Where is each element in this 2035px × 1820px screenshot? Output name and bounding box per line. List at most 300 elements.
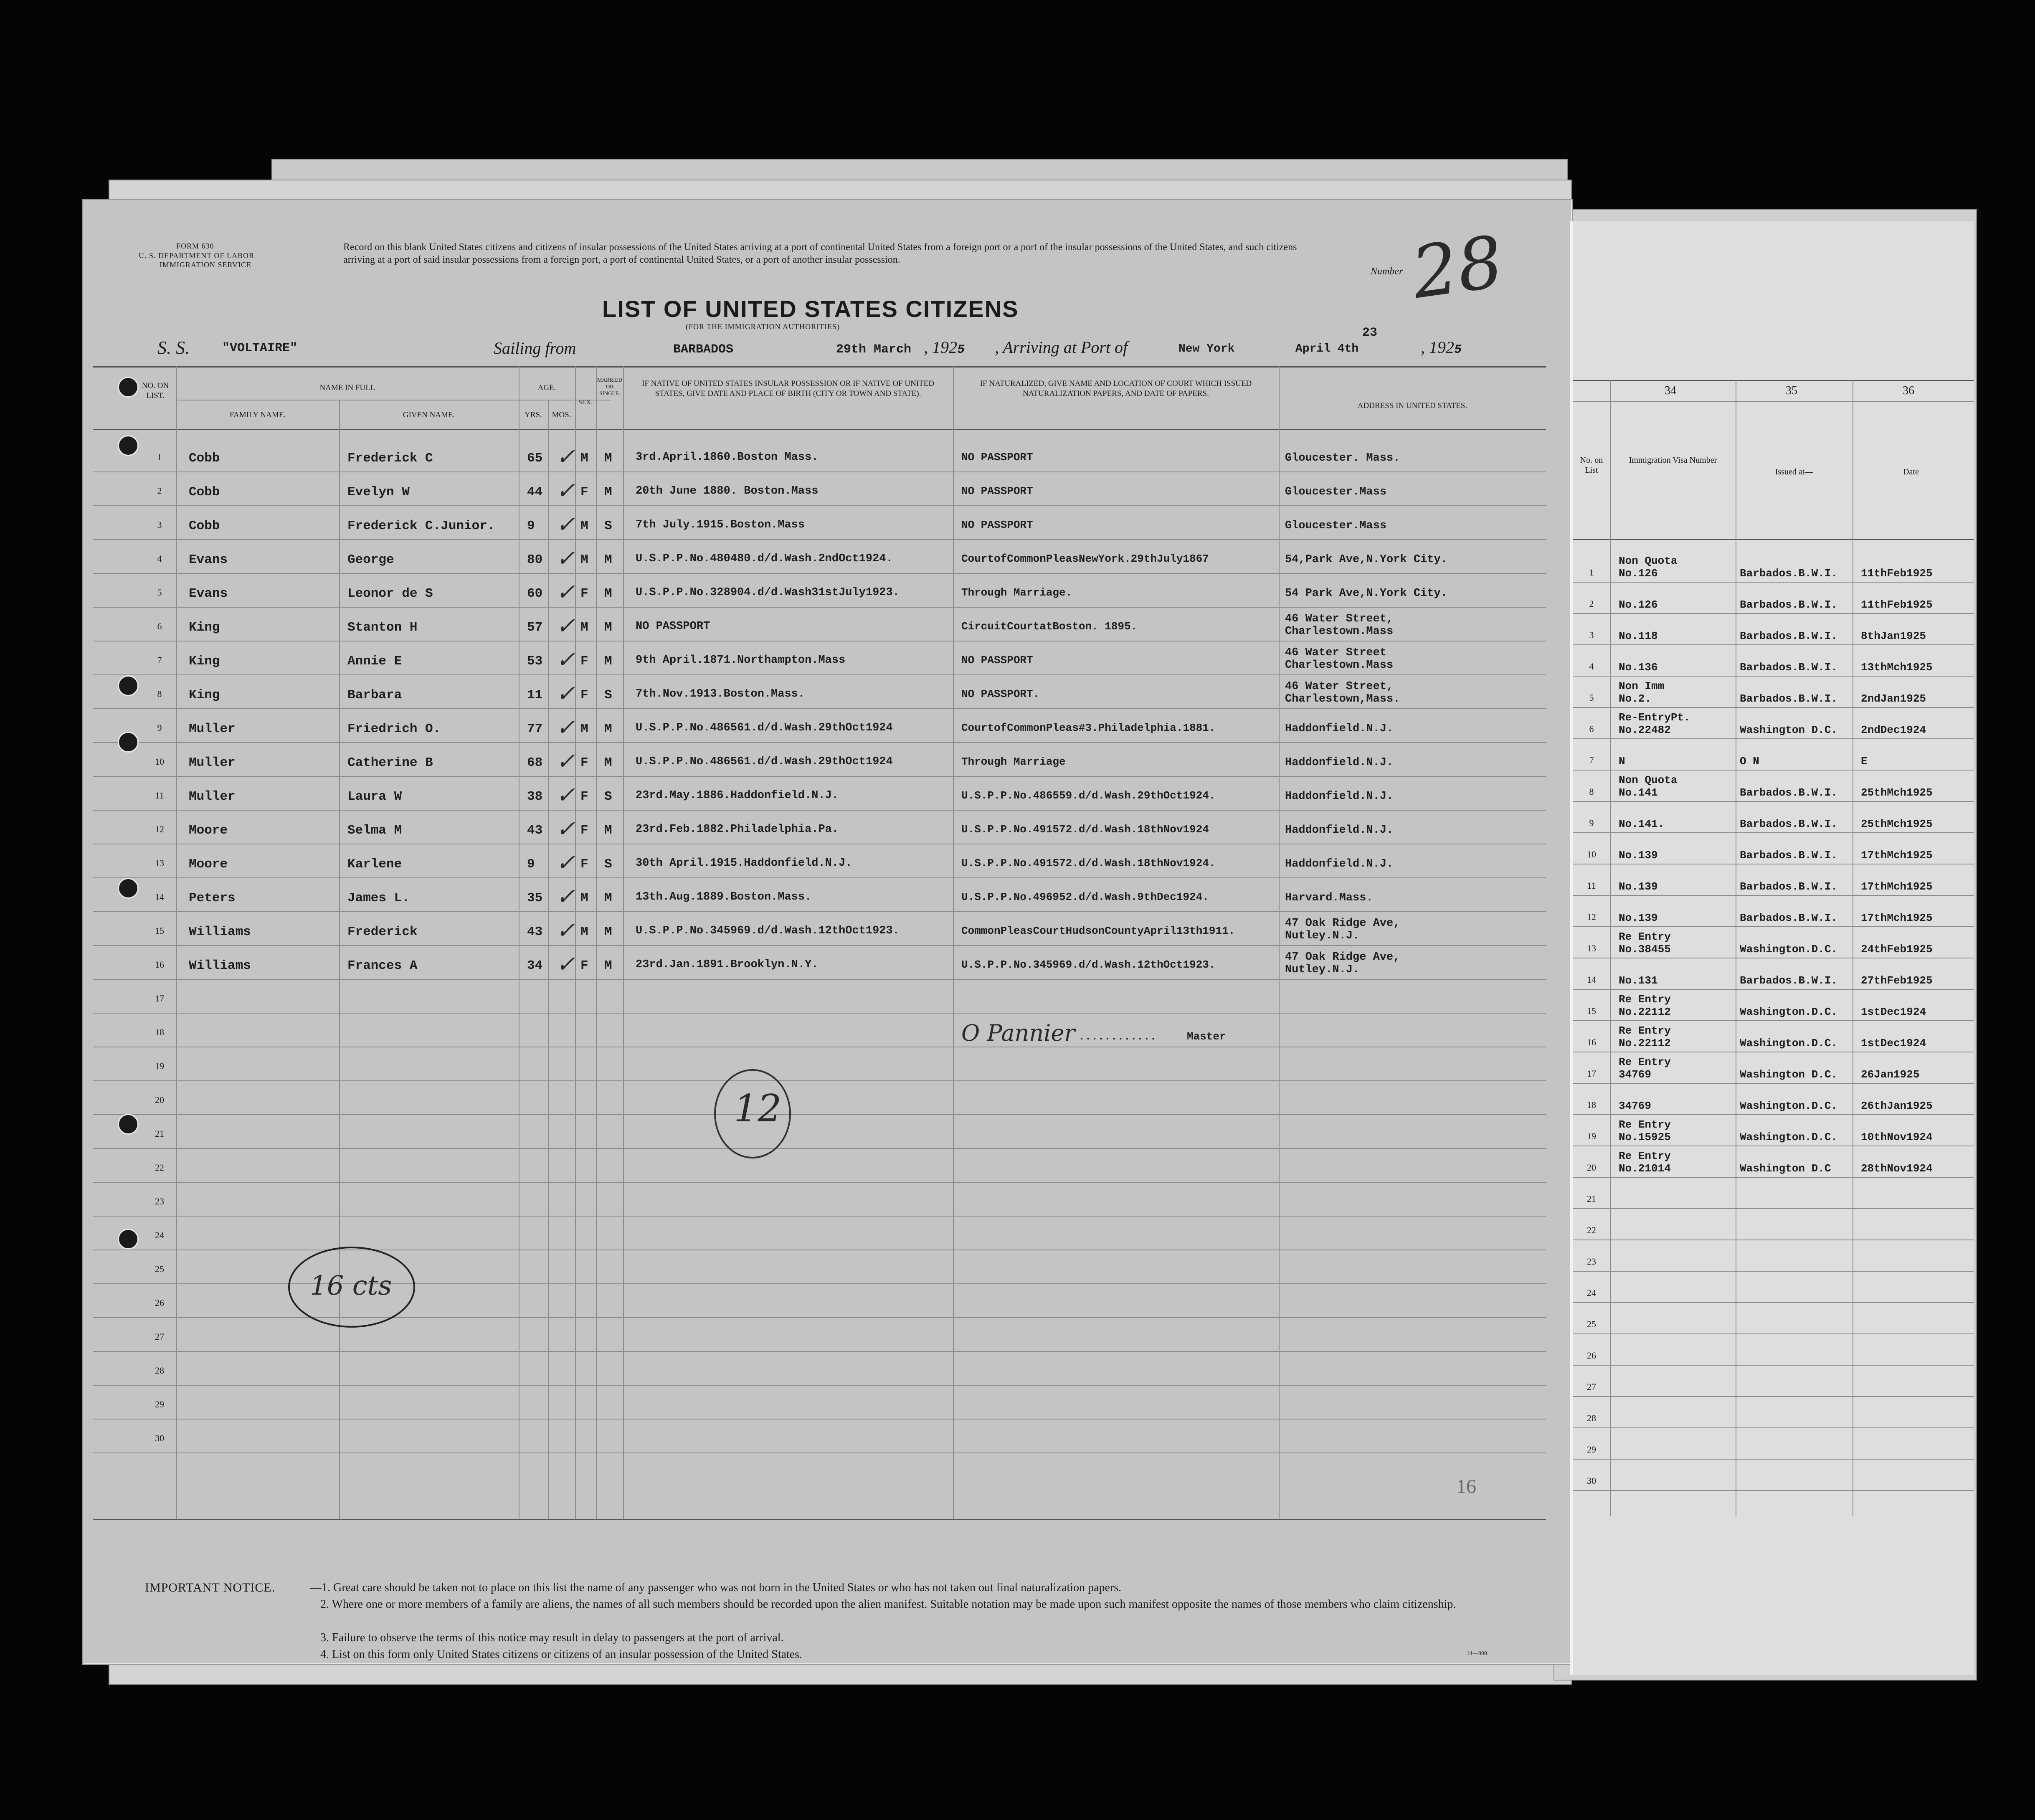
side-row-line xyxy=(1573,801,1974,802)
side-cell-visa2: No.139 xyxy=(1619,880,1658,893)
cell-address: Haddonfield.N.J. xyxy=(1285,722,1394,735)
row-number: 13 xyxy=(155,858,164,868)
side-header-divider xyxy=(1573,401,1974,402)
punch-hole xyxy=(118,675,139,696)
row-number: 25 xyxy=(155,1264,164,1274)
side-cell-date: 13thMch1925 xyxy=(1861,661,1933,674)
cell-birth: 20th June 1880. Boston.Mass xyxy=(636,485,819,497)
row-line xyxy=(93,1216,1546,1217)
side-cell-visa1: Non Quota xyxy=(1619,555,1678,567)
visa-sheet xyxy=(1570,221,1974,1675)
side-cell-date: 26Jan1925 xyxy=(1861,1068,1920,1081)
side-row-number: 29 xyxy=(1587,1444,1596,1455)
row-line xyxy=(93,1013,1546,1014)
side-row-line xyxy=(1573,738,1974,739)
ss-label: S. S. xyxy=(157,337,190,358)
row-line xyxy=(93,674,1546,675)
side-cell-visa2: No.126 xyxy=(1619,598,1658,611)
row-number: 27 xyxy=(155,1331,164,1342)
cell-nat: NO PASSPORT xyxy=(961,519,1033,531)
cell-ms: M xyxy=(604,586,612,601)
side-row-number: 24 xyxy=(1587,1288,1596,1298)
side-cell-issued: Barbados.B.W.I. xyxy=(1740,849,1838,862)
cell-yrs: 65 xyxy=(527,451,543,466)
row-line xyxy=(93,911,1546,912)
side-row-number: 5 xyxy=(1589,692,1594,703)
side-row-number: 21 xyxy=(1587,1194,1596,1204)
side-row-line xyxy=(1573,926,1974,927)
side-row-line xyxy=(1573,770,1974,771)
cell-family: Evans xyxy=(189,553,228,567)
cell-address: 46 Water Street, xyxy=(1285,680,1394,693)
manifest-sheet xyxy=(84,200,1572,1664)
service: IMMIGRATION SERVICE xyxy=(160,261,252,269)
cell-ms: M xyxy=(604,722,612,736)
cell-address: 47 Oak Ridge Ave, xyxy=(1285,917,1400,930)
form-subtitle: (FOR THE IMMIGRATION AUTHORITIES) xyxy=(686,322,840,331)
cell-birth: U.S.P.P.No.486561.d/d.Wash.29thOct1924 xyxy=(636,755,893,768)
cell-nat: NO PASSPORT xyxy=(961,654,1033,667)
side-top-line xyxy=(1573,380,1974,381)
cell-birth: U.S.P.P.No.345969.d/d.Wash.12thOct1923. xyxy=(636,925,900,937)
cell-ms: M xyxy=(604,823,612,838)
cell-address: Haddonfield.N.J. xyxy=(1285,756,1394,769)
row-line xyxy=(93,1452,1546,1453)
sailing-year-suffix: 5 xyxy=(957,343,965,357)
side-row-number: 19 xyxy=(1587,1131,1596,1141)
side-cell-issued: Washington.D.C. xyxy=(1740,1100,1838,1112)
side-row-line xyxy=(1573,895,1974,896)
side-row-number: 15 xyxy=(1587,1006,1596,1016)
check-mark: ✓ xyxy=(556,748,575,774)
sailing-date: 29th March xyxy=(836,342,912,357)
cell-ms: M xyxy=(604,451,612,466)
cell-given: Catherine B xyxy=(347,755,433,770)
arrival-note: 23 xyxy=(1362,326,1378,340)
side-cell-visa2: No.141. xyxy=(1619,818,1665,830)
cell-address: Haddonfield.N.J. xyxy=(1285,858,1394,870)
table-bottom-border xyxy=(93,1519,1546,1520)
cell-sex: F xyxy=(580,789,588,804)
row-number: 23 xyxy=(155,1196,164,1207)
header-name-in-full: NAME IN FULL xyxy=(319,383,375,392)
row-number: 8 xyxy=(157,689,162,699)
side-row-line xyxy=(1573,1083,1974,1084)
cell-family: Williams xyxy=(189,925,251,939)
cell-sex: F xyxy=(580,688,588,702)
cell-yrs: 35 xyxy=(527,891,543,905)
cell-family: Muller xyxy=(189,789,236,804)
cell-ms: S xyxy=(604,857,612,872)
notice-label: IMPORTANT NOTICE. xyxy=(145,1581,276,1594)
side-cell-visa2: No.131 xyxy=(1619,974,1658,987)
side-row-number: 8 xyxy=(1589,786,1594,797)
cell-family: Cobb xyxy=(189,451,220,466)
cell-family: King xyxy=(189,688,220,702)
row-line xyxy=(93,877,1546,878)
side-row-number: 10 xyxy=(1587,849,1596,859)
header-age: AGE. xyxy=(537,383,556,392)
cell-family: Cobb xyxy=(189,485,220,499)
row-number: 1 xyxy=(157,452,162,462)
arrival-year-suffix: 5 xyxy=(1454,343,1462,357)
side-row-number: 4 xyxy=(1589,661,1594,672)
cell-nat: Through Marriage xyxy=(961,755,1066,768)
ship-name: "VOLTAIRE" xyxy=(222,341,298,355)
cell-family: Muller xyxy=(189,755,236,770)
side-cell-visa1: Non Quota xyxy=(1619,774,1678,786)
row-line xyxy=(93,505,1546,506)
row-line xyxy=(93,979,1546,980)
row-line xyxy=(93,471,1546,472)
cell-birth: 23rd.May.1886.Haddonfield.N.J. xyxy=(636,789,839,802)
cell-sex: F xyxy=(580,654,588,669)
row-line xyxy=(93,945,1546,946)
cell-given: Frederick xyxy=(347,925,418,939)
cell-given: Leonor de S xyxy=(347,586,433,601)
cell-nat: U.S.P.P.No.345969.d/d.Wash.12thOct1923. xyxy=(961,958,1216,971)
side-row-line xyxy=(1573,1020,1974,1021)
row-number: 17 xyxy=(155,993,164,1004)
side-cell-issued: Barbados.B.W.I. xyxy=(1740,818,1838,830)
row-number: 10 xyxy=(155,756,164,767)
cell-ms: S xyxy=(604,789,612,804)
row-number: 24 xyxy=(155,1230,164,1240)
cell-nat: CourtofCommonPleas#3.Philadelphia.1881. xyxy=(961,722,1216,734)
cell-sex: M xyxy=(580,620,588,635)
cell-address: Gloucester. Mass. xyxy=(1285,452,1400,464)
side-cell-visa1: Re-EntryPt. xyxy=(1619,711,1690,724)
side-cell-issued: Washington.D.C. xyxy=(1740,1006,1838,1018)
side-row-number: 6 xyxy=(1589,724,1594,734)
master-label: Master xyxy=(1187,1030,1226,1043)
cell-address: 54 Park Ave,N.York City. xyxy=(1285,587,1447,600)
footer-code: 14—800 xyxy=(1467,1650,1487,1657)
notice-item-1: —1. Great care should be taken not to place on this list the name of any passenger who was not born in the United States or who has not taken out final naturalization papers. xyxy=(310,1581,1122,1594)
cell-sex: F xyxy=(580,823,588,838)
side-cell-date: 2ndJan1925 xyxy=(1861,692,1926,705)
cell-birth: 3rd.April.1860.Boston Mass. xyxy=(636,451,819,464)
side-cell-issued: Barbados.B.W.I. xyxy=(1740,630,1838,642)
side-col-35: 35 xyxy=(1786,384,1797,397)
cell-address: Gloucester.Mass xyxy=(1285,486,1387,498)
side-cell-date: 17thMch1925 xyxy=(1861,880,1933,893)
cell-given: Annie E xyxy=(347,654,402,669)
side-cell-issued: Washington D.C. xyxy=(1740,724,1838,736)
check-mark: ✓ xyxy=(556,714,575,740)
cell-nat: U.S.P.P.No.486559.d/d.Wash.29thOct1924. xyxy=(961,789,1216,802)
sailing-label: Sailing from xyxy=(494,339,576,357)
cell-sex: M xyxy=(580,722,588,736)
cell-ms: M xyxy=(604,925,612,939)
header-address: ADDRESS IN UNITED STATES. xyxy=(1357,401,1467,410)
row-line xyxy=(93,708,1546,709)
row-number: 21 xyxy=(155,1128,164,1139)
side-row-line xyxy=(1573,676,1974,677)
check-mark: ✓ xyxy=(556,477,575,504)
side-cell-visa2: N xyxy=(1619,755,1625,768)
side-row-line xyxy=(1573,1459,1974,1460)
side-row-number: 26 xyxy=(1587,1350,1596,1361)
side-col-36: 36 xyxy=(1903,384,1914,397)
side-cell-visa1: Re Entry xyxy=(1619,1024,1671,1037)
side-cell-issued: Washington.D.C. xyxy=(1740,1131,1838,1143)
side-cell-issued: Washington D.C xyxy=(1740,1162,1831,1175)
side-cell-visa2: No.136 xyxy=(1619,661,1658,674)
side-cell-issued: Barbados.B.W.I. xyxy=(1740,786,1838,799)
header-yrs: YRS. xyxy=(525,411,542,419)
side-cell-date: 1stDec1924 xyxy=(1861,1037,1926,1049)
row-line xyxy=(93,810,1546,811)
cell-sex: M xyxy=(580,891,588,905)
row-number: 3 xyxy=(157,520,162,530)
cell-yrs: 60 xyxy=(527,586,543,601)
side-cell-visa2: No.2. xyxy=(1619,692,1652,705)
arrival-year xyxy=(1421,337,1462,357)
side-cell-date: 17thMch1925 xyxy=(1861,912,1933,924)
side-header-date: Date xyxy=(1903,467,1919,477)
row-number: 6 xyxy=(157,621,162,631)
side-row-line xyxy=(1573,1427,1974,1428)
side-cell-date: 27thFeb1925 xyxy=(1861,974,1933,987)
list-number: 28 xyxy=(1407,220,1508,315)
punch-hole xyxy=(118,435,139,456)
check-mark: ✓ xyxy=(556,579,575,605)
cell-yrs: 80 xyxy=(527,553,543,567)
header-married: MARRIED OR SINGLE. xyxy=(597,377,622,396)
side-row-number: 28 xyxy=(1587,1413,1596,1423)
row-number: 26 xyxy=(155,1298,164,1308)
side-row-number: 27 xyxy=(1587,1381,1596,1392)
header-naturalized: IF NATURALIZED, GIVE NAME AND LOCATION OF COURT WHICH ISSUED NATURALIZATION PAPERS, AND DATE OF PAPERS. xyxy=(980,379,1252,398)
side-cell-visa2: 34769 xyxy=(1619,1068,1652,1081)
header-birth: IF NATIVE OF UNITED STATES INSULAR POSSESSION OR IF NATIVE OF UNITED STATES, GIVE DATE AND PLACE OF BIRTH (CITY OR TOWN AND STATE). xyxy=(642,379,934,398)
cell-given: James L. xyxy=(347,891,410,905)
check-mark: ✓ xyxy=(556,646,575,673)
side-row-number: 25 xyxy=(1587,1319,1596,1329)
side-cell-visa2: No.118 xyxy=(1619,630,1658,642)
cell-ms: M xyxy=(604,553,612,567)
side-cell-date: 17thMch1925 xyxy=(1861,849,1933,862)
cell-ms: M xyxy=(604,755,612,770)
side-row-line xyxy=(1573,1208,1974,1209)
side-row-line xyxy=(1573,582,1974,583)
side-col-34: 34 xyxy=(1665,384,1676,397)
cell-family: Muller xyxy=(189,722,236,736)
side-cell-visa2: 34769 xyxy=(1619,1100,1652,1112)
cell-family: Williams xyxy=(189,958,251,973)
row-number: 9 xyxy=(157,722,162,733)
side-row-line xyxy=(1573,613,1974,614)
cell-address-line2: Charlestown.Mass xyxy=(1285,625,1394,638)
check-mark: ✓ xyxy=(556,816,575,842)
side-cell-date: E xyxy=(1861,755,1868,768)
side-row-number: 1 xyxy=(1589,567,1594,578)
cell-birth: U.S.P.P.No.480480.d/d.Wash.2ndOct1924. xyxy=(636,553,893,565)
cell-nat: NO PASSPORT. xyxy=(961,688,1040,700)
check-mark: ✓ xyxy=(556,444,575,470)
side-row-number: 13 xyxy=(1587,943,1596,953)
side-header-bottom xyxy=(1573,539,1974,540)
sailing-from: BARBADOS xyxy=(673,342,734,357)
side-cell-visa1: Re Entry xyxy=(1619,993,1671,1006)
cell-birth: U.S.P.P.No.328904.d/d.Wash31stJuly1923. xyxy=(636,586,900,599)
side-row-number: 17 xyxy=(1587,1068,1596,1079)
side-row-number: 30 xyxy=(1587,1475,1596,1486)
check-mark: ✓ xyxy=(556,680,575,707)
row-number: 2 xyxy=(157,486,162,496)
side-cell-issued: O N xyxy=(1740,755,1759,768)
master-dots: ............ xyxy=(1078,1030,1157,1043)
side-cell-date: 2ndDec1924 xyxy=(1861,724,1926,736)
row-number: 14 xyxy=(155,892,164,902)
row-number: 19 xyxy=(155,1061,164,1071)
row-line xyxy=(93,1182,1546,1183)
side-cell-visa2: No.139 xyxy=(1619,912,1658,924)
cell-given: Laura W xyxy=(347,789,402,804)
punch-hole xyxy=(118,1229,139,1250)
cell-sex: M xyxy=(580,519,588,533)
header-family: FAMILY NAME. xyxy=(229,411,286,419)
cell-sex: M xyxy=(580,925,588,939)
side-cell-visa2: No.22112 xyxy=(1619,1006,1671,1018)
side-row-line xyxy=(1573,1396,1974,1397)
cell-sex: F xyxy=(580,586,588,601)
side-cell-issued: Barbados.B.W.I. xyxy=(1740,661,1838,674)
side-cell-issued: Barbados.B.W.I. xyxy=(1740,692,1838,705)
cell-address: 46 Water Street, xyxy=(1285,613,1394,625)
row-number: 5 xyxy=(157,587,162,598)
side-cell-visa2: No.139 xyxy=(1619,849,1658,862)
row-number: 30 xyxy=(155,1433,164,1443)
side-row-line xyxy=(1573,1114,1974,1115)
side-row-line xyxy=(1573,1302,1974,1303)
cell-yrs: 38 xyxy=(527,789,543,804)
sailing-year-prefix: , 192 xyxy=(924,338,957,357)
department: U. S. DEPARTMENT OF LABOR xyxy=(139,251,254,260)
side-row-line xyxy=(1573,1333,1974,1334)
notice-item-4: 4. List on this form only United States citizens or citizens of an insular possession of the United States. xyxy=(320,1648,803,1661)
cell-birth: 23rd.Feb.1882.Philadelphia.Pa. xyxy=(636,823,839,836)
row-line xyxy=(93,1080,1546,1081)
cell-yrs: 53 xyxy=(527,654,543,669)
side-cell-date: 25thMch1925 xyxy=(1861,818,1933,830)
cell-given: George xyxy=(347,553,394,567)
side-cell-issued: Washington.D.C. xyxy=(1740,943,1838,956)
side-row-number: 20 xyxy=(1587,1162,1596,1173)
cell-ms: M xyxy=(604,958,612,973)
row-number: 18 xyxy=(155,1027,164,1037)
side-cell-visa2: No.141 xyxy=(1619,786,1658,799)
row-line xyxy=(93,539,1546,540)
row-number: 28 xyxy=(155,1365,164,1376)
cell-yrs: 43 xyxy=(527,925,543,939)
side-cell-date: 1stDec1924 xyxy=(1861,1006,1926,1018)
cell-nat: Through Marriage. xyxy=(961,586,1072,599)
row-line xyxy=(93,607,1546,608)
cell-sex: F xyxy=(580,958,588,973)
form-id: FORM 630 xyxy=(176,242,214,250)
count-annotation: 16 cts xyxy=(310,1270,392,1301)
cell-given: Frederick C.Junior. xyxy=(347,519,495,533)
cell-ms: M xyxy=(604,485,612,499)
cell-yrs: 34 xyxy=(527,958,543,973)
side-cell-visa1: Re Entry xyxy=(1619,1150,1671,1162)
side-cell-issued: Barbados.B.W.I. xyxy=(1740,912,1838,924)
cell-yrs: 43 xyxy=(527,823,543,838)
cell-nat: CommonPleasCourtHudsonCountyApril13th1911. xyxy=(961,925,1235,937)
cell-given: Frances A xyxy=(347,958,418,973)
cell-yrs: 9 xyxy=(527,857,535,872)
cell-nat: NO PASSPORT xyxy=(961,485,1033,497)
header-divider xyxy=(93,429,1546,430)
side-row-number: 2 xyxy=(1589,598,1594,609)
punch-hole xyxy=(118,1114,139,1135)
side-cell-date: 8thJan1925 xyxy=(1861,630,1926,642)
side-row-number: 12 xyxy=(1587,912,1596,922)
master-signature: O Pannier xyxy=(961,1020,1075,1046)
cell-family: King xyxy=(189,620,220,635)
side-header-no: No. on List xyxy=(1580,456,1603,475)
row-line xyxy=(93,573,1546,574)
cell-address: Gloucester.Mass xyxy=(1285,520,1387,532)
row-number: 20 xyxy=(155,1095,164,1105)
side-cell-visa1: Re Entry xyxy=(1619,1118,1671,1131)
side-row-line xyxy=(1573,707,1974,708)
row-number: 12 xyxy=(155,824,164,834)
cell-ms: S xyxy=(604,688,612,702)
side-cell-date: 25thMch1925 xyxy=(1861,786,1933,799)
cell-address-line2: Nutley.N.J. xyxy=(1285,930,1360,942)
side-header-visa: Immigration Visa Number xyxy=(1629,456,1717,465)
cell-nat: U.S.P.P.No.491572.d/d.Wash.18thNov1924. xyxy=(961,857,1216,869)
side-row-line xyxy=(1573,644,1974,645)
cell-yrs: 57 xyxy=(527,620,543,635)
arrival-date: April 4th xyxy=(1295,342,1359,355)
form-title: LIST OF UNITED STATES CITIZENS xyxy=(602,296,1019,322)
row-line xyxy=(93,1148,1546,1149)
cell-ms: M xyxy=(604,654,612,669)
side-row-number: 23 xyxy=(1587,1256,1596,1267)
cell-sex: F xyxy=(580,857,588,872)
cell-birth: U.S.P.P.No.486561.d/d.Wash.29thOct1924 xyxy=(636,722,893,734)
side-cell-date: 26thJan1925 xyxy=(1861,1100,1933,1112)
row-number: 7 xyxy=(157,655,162,665)
check-mark: ✓ xyxy=(556,782,575,808)
cell-given: Selma M xyxy=(347,823,402,838)
arrival-port: New York xyxy=(1178,342,1235,355)
cell-birth: 7th.Nov.1913.Boston.Mass. xyxy=(636,688,805,700)
cell-address: Harvard.Mass. xyxy=(1285,892,1373,904)
side-cell-visa2: No.126 xyxy=(1619,567,1658,580)
cell-yrs: 68 xyxy=(527,755,543,770)
cell-address-line2: Nutley.N.J. xyxy=(1285,963,1360,976)
side-cell-visa2: No.22482 xyxy=(1619,724,1671,736)
number-label: Number xyxy=(1371,266,1403,277)
form-instructions: Record on this blank United States citizens and citizens of insular possessions of the United States arriving at a port of continental United States from a foreign port or a port of the insular possessions of the United States, and such citizens arriving at a port of said insular possessions from a foreign port, a port of continental United States, or a port of another insular possession. xyxy=(343,242,1297,265)
side-row-number: 18 xyxy=(1587,1100,1596,1110)
table-top-border xyxy=(93,366,1546,368)
cell-address: Haddonfield.N.J. xyxy=(1285,790,1394,803)
cell-yrs: 9 xyxy=(527,519,535,533)
row-line xyxy=(93,776,1546,777)
punch-hole xyxy=(118,878,139,899)
side-cell-date: 11thFeb1925 xyxy=(1861,598,1933,611)
cell-address-line2: Charlestown,Mass. xyxy=(1285,693,1400,705)
side-cell-visa1: Non Imm xyxy=(1619,680,1665,692)
row-number: 29 xyxy=(155,1399,164,1409)
side-row-line xyxy=(1573,989,1974,990)
